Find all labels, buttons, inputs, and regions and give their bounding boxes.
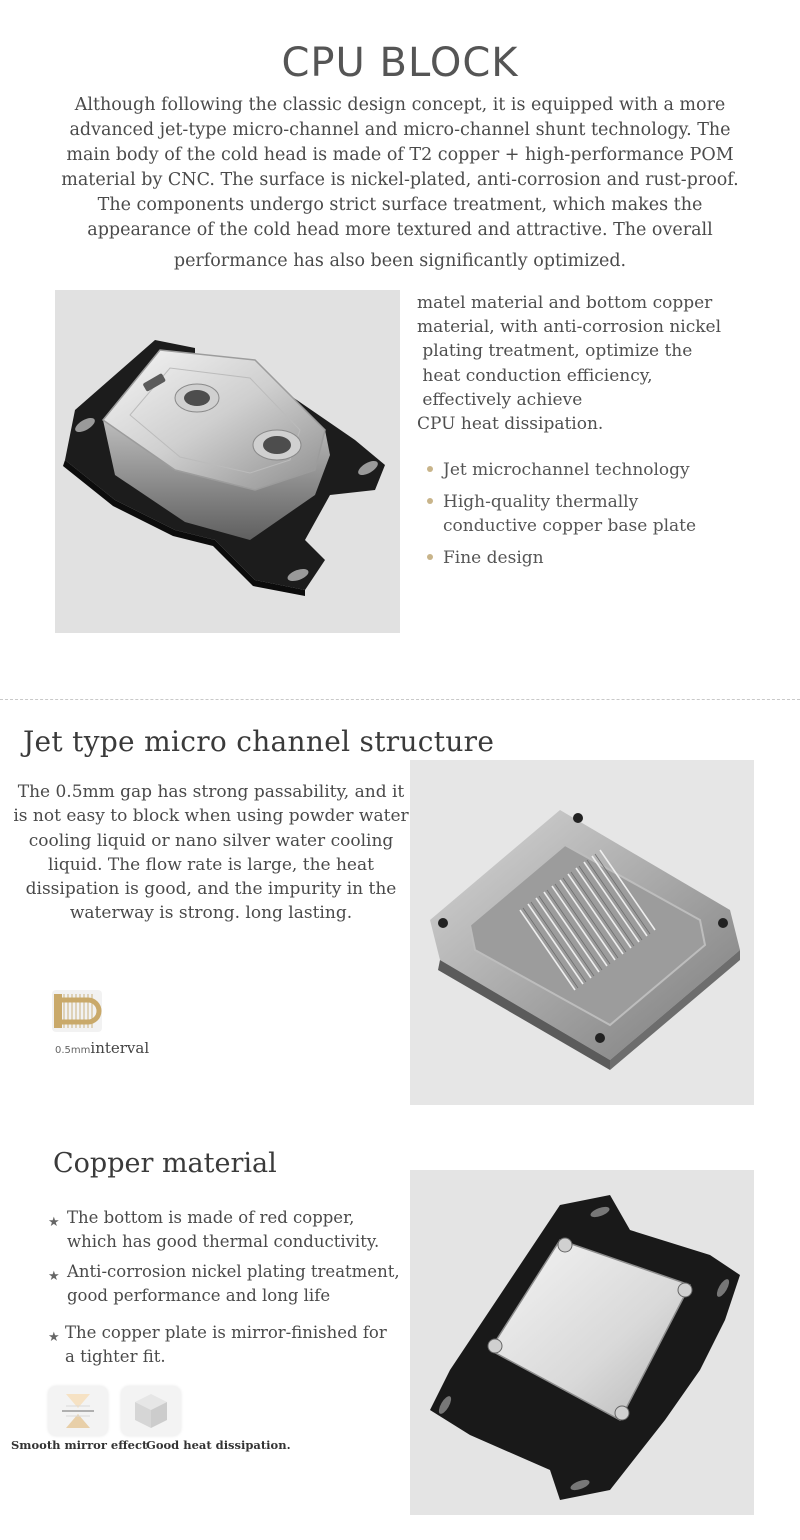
copper-feature-text: The bottom is made of red copper, which has good thermal conductivity. — [67, 1208, 380, 1251]
section-divider — [0, 699, 800, 700]
copper-feature-item — [48, 1206, 418, 1254]
copper-feature-item — [48, 1260, 418, 1308]
interval-size-label: 0.5mm — [55, 1045, 91, 1056]
intro-line: appearance of the cold head more textured and attractive. The overall — [87, 220, 713, 240]
mirror-icon — [48, 1386, 108, 1436]
intro-text — [30, 93, 770, 274]
intro-line: material by CNC. The surface is nickel-plated, anti-corrosion and rust-proof. — [61, 170, 739, 190]
copper-base-illustration — [410, 1170, 754, 1515]
copper-base-photo — [410, 1170, 754, 1515]
star-icon: ★ — [48, 1269, 60, 1284]
star-icon: ★ — [48, 1330, 60, 1345]
feature-item-jet-microchannel: Jet microchannel technology — [425, 458, 785, 483]
copper-feature-item — [48, 1321, 418, 1369]
micro-channel-description: The 0.5mm gap has strong passability, and it is not easy to block when using powder water cooling liquid or nano silver water cooling liquid. The flow rate is large, the heat dissipation is good, and the impurity in the waterway is strong. long lasting. — [13, 782, 409, 924]
page-title: CPU BLOCK — [281, 40, 519, 86]
intro-line: main body of the cold head is made of T2 copper + high-performance POM — [66, 145, 734, 165]
cube-icon — [121, 1386, 181, 1436]
interval-icon — [52, 988, 102, 1034]
micro-channel-illustration — [410, 760, 754, 1105]
feature-item-fine-design: Fine design — [425, 546, 785, 571]
feature-item-copper-base: High-quality thermally conductive copper base plate — [425, 490, 785, 539]
section-heading-copper: Copper material — [53, 1148, 277, 1179]
intro-line: The components undergo strict surface treatment, which makes the — [97, 195, 703, 215]
badge-label-heat: Good heat dissipation. — [146, 1438, 291, 1452]
badge-label-mirror: Smooth mirror effect — [11, 1438, 148, 1452]
star-icon: ★ — [48, 1215, 60, 1230]
section-heading-micro-channel: Jet type micro channel structure — [23, 725, 495, 758]
cpu-block-photo — [55, 290, 400, 633]
interval-label: interval — [90, 1039, 150, 1057]
block1-description: matel material and bottom copper material, with anti-corrosion nickel plating treatment, optimize the heat conduction efficiency, effectively achieve CPU heat dissipation. — [417, 293, 722, 435]
micro-channel-photo — [410, 760, 754, 1105]
intro-line: Although following the classic design concept, it is equipped with a more — [74, 95, 726, 115]
intro-line: performance has also been significantly optimized. — [173, 251, 627, 271]
copper-feature-text: The copper plate is mirror-finished for a tighter fit. — [65, 1323, 387, 1366]
feature-list — [425, 458, 785, 577]
intro-line: advanced jet-type micro-channel and micro-channel shunt technology. The — [69, 120, 731, 140]
copper-feature-text: Anti-corrosion nickel plating treatment, good performance and long life — [67, 1262, 400, 1305]
interval-caption — [55, 1038, 149, 1057]
cpu-block-illustration — [55, 290, 400, 633]
